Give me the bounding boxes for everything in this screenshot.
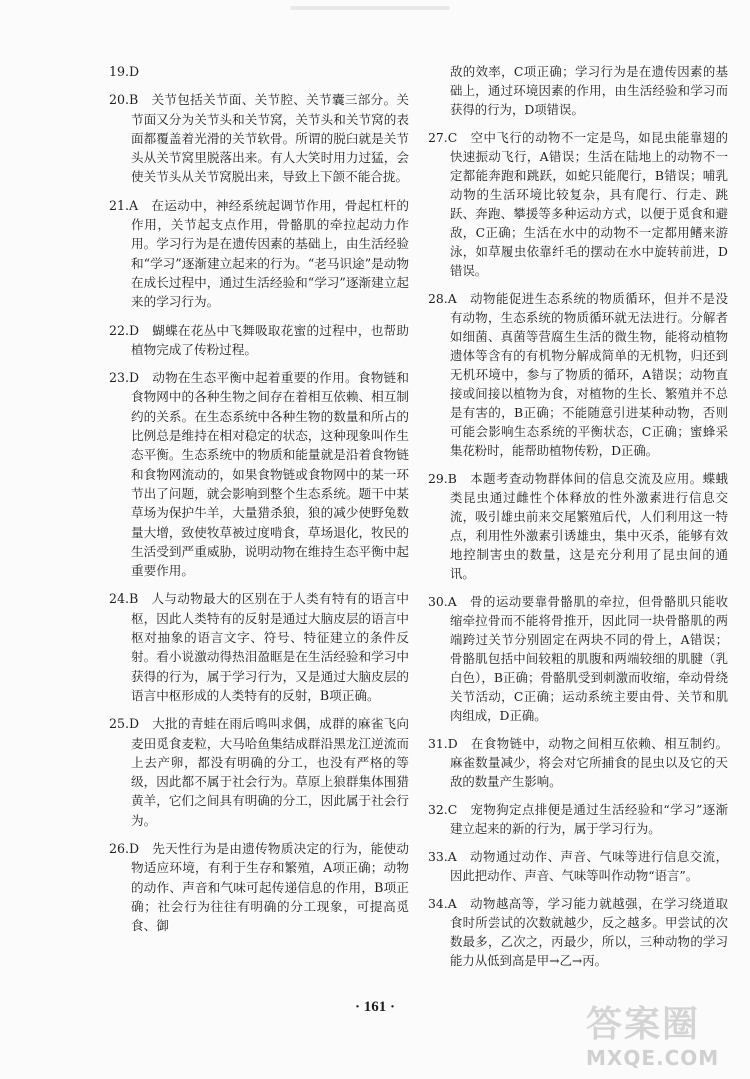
answer-item: 22.D 蝴蝶在花丛中飞舞吸取花蜜的过程中，也帮助植物完成了传粉过程。 bbox=[109, 322, 409, 357]
watermark-url: MXQE.COM bbox=[586, 1046, 720, 1070]
answer-item: 31.D 在食物链中，动物之间相互依赖、相互制约。麻雀数量减少，将会对它所捕食的昆虫以及它的天敌的数量产生影响。 bbox=[428, 736, 728, 789]
answer-item: 25.D 大批的青蛙在雨后鸣叫求偶，成群的麻雀飞向麦田觅食麦粒，大马哈鱼集结成群沿黑龙江逆流而上去产卵，都没有明确的分工，也没有严格的等级，因此都不属于社会行为。草原上狼群集体围猎黄羊，它们之间具有明确的分工，因此属于社会行为。 bbox=[109, 716, 409, 828]
answer-item: 28.A 动物能促进生态系统的物质循环，但并不是没有动物，生态系统的物质循环就无法进行。分解者如细菌、真菌等营腐生生活的微生物，能将动植物遗体等含有的有机物分解成简单的无机物，归还到无机环境中，参与了物质的循环，A错误；动物直接或间接以植物为食，对植物的生长、繁殖并不总是有害的，B正确；不能随意引进某种动物，否则可能会影响生态系统的平衡状态，C正确；蜜蜂采集花粉时，能帮助植物传粉，D正确。 bbox=[428, 291, 728, 458]
answer-item: 23.D 动物在生态平衡中起着重要的作用。食物链和食物网中的各种生物之间存在着相互依赖、相互制约的关系。在生态系统中各种生物的数量和所占的比例总是维持在相对稳定的状态，这种现象叫作生态平衡。生态系统中的物质和能量就是沿着食物链和食物网流动的，如果食物链或食物网中的某一环节出了问题，就会影响到整个生态系统。题干中某草场为保护牛羊，大量猎杀狼，狼的减少使野兔数量大增，致使牧草被过度啃食，草场退化，牧民的生活受到严重威胁，说明动物在维持生态平衡中起重要作用。 bbox=[109, 370, 409, 579]
watermark-logo: 答案圈 bbox=[586, 1004, 701, 1045]
answer-item: 34.A 动物越高等，学习能力就越强，在学习绕道取食时所尝试的次数就越少，反之越多。甲尝试的次数最多，乙次之，丙最少，所以，三种动物的学习能力从低到高是甲→乙→丙。 bbox=[428, 896, 728, 968]
answer-item: 24.B 人与动物最大的区别在于人类有特有的语言中枢，因此人类特有的反射是通过大脑皮层的语言中枢对抽象的语言文字、符号、特征建立的条件反射。看小说激动得热泪盈眶是在生活经验和学习中获得的行为，属于学习行为，又是通过大脑皮层的语言中枢形成的人类特有的反射，B项正确。 bbox=[109, 591, 409, 703]
left-column bbox=[109, 62, 409, 944]
answer-item: 33.A 动物通过动作、声音、气味等进行信息交流，因此把动作、声音、气味等叫作动物“语言”。 bbox=[428, 849, 728, 883]
answer-item: 20.B 关节包括关节面、关节腔、关节囊三部分。关节面又分为关节头和关节窝，关节头和关节窝的表面都覆盖着光滑的关节软骨。所谓的脱臼就是关节头从关节窝里脱落出来。有人大笑时用力过猛，会使关节头从关节窝脱出来，导致上下颌不能合拢。 bbox=[109, 92, 409, 185]
answer-item: 26.D 先天性行为是由遗传物质决定的行为，能使动物适应环境，有利于生存和繁殖，A项正确；动物的动作、声音和气味可起传递信息的作用，B项正确；社会行为往往有明确的分工现象，可提高觅食、御 bbox=[109, 840, 409, 934]
answer-item: 21.A 在运动中，神经系统起调节作用，骨起杠杆的作用，关节起支点作用，骨骼肌的牵拉起动力作用。学习行为是在遗传因素的基础上，由生活经验和“学习”逐渐建立起来的行为。“老马识途”是动物在成长过程中，通过生活经验和“学习”逐渐建立起来的学习行为。 bbox=[109, 197, 409, 310]
answer-item: 32.C 宠物狗定点排便是通过生活经验和“学习”逐渐建立起来的新的行为，属于学习行为。 bbox=[428, 802, 728, 836]
answer-item: 30.A 骨的运动要靠骨骼肌的牵拉，但骨骼肌只能收缩牵拉骨而不能将骨推开，因此同一块骨骼肌的两端跨过关节分别固定在两块不同的骨上，A错误；骨骼肌包括中间较粗的肌腹和两端较细的肌腱（乳白色），B正确；骨骼肌受到刺激而收缩，牵动骨绕关节活动，C正确；运动系统主要由骨、关节和肌肉组成，D正确。 bbox=[428, 594, 728, 723]
right-column bbox=[428, 62, 728, 979]
answer-item-continued: 敌的效率，C项正确；学习行为是在遗传因素的基础上，通过环境因素的作用，由生活经验和学习而获得的行为，D项错误。 bbox=[450, 64, 728, 117]
watermark bbox=[586, 1003, 736, 1073]
answer-item: 29.B 本题考查动物群体间的信息交流及应用。蝶蛾类昆虫通过雌性个体释放的性外激素进行信息交流，吸引雄虫前来交尾繁殖后代，人们利用这一特点，利用性外激素引诱雄虫，集中灭杀，能够有效地控制害虫的数量，这是充分利用了昆虫间的通讯。 bbox=[428, 471, 728, 581]
scan-smudge bbox=[290, 6, 450, 10]
answer-item: 27.C 空中飞行的动物不一定是鸟，如昆虫能靠翅的快速振动飞行，A错误；生活在陆地上的动物不一定都能奔跑和跳跃，如蛇只能爬行，B错误；哺乳动物的生活环境比较复杂，具有爬行、行走、跳跃、奔跑、攀援等多种运动方式，以便于觅食和避敌，C正确；生活在水中的动物不一定都用鳍来游泳，如草履虫依靠纤毛的摆动在水中旋转前进，D错误。 bbox=[428, 130, 728, 278]
page-number: · 161 · bbox=[354, 999, 395, 1015]
answer-item: 19.D bbox=[109, 64, 140, 79]
